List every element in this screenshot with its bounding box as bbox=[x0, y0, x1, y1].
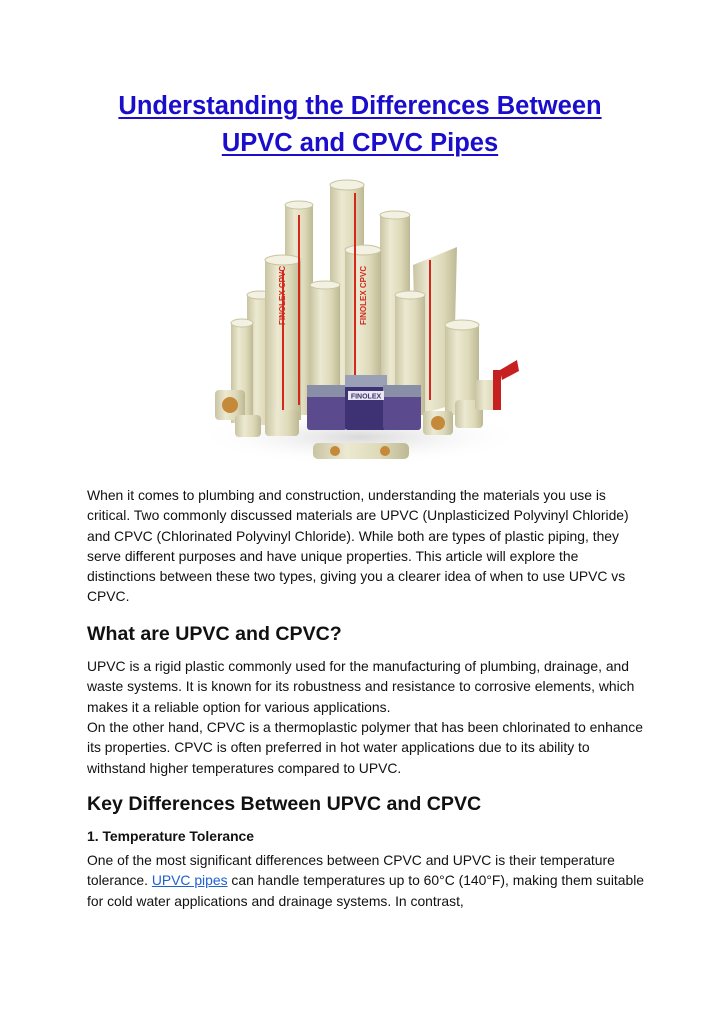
upvc-pipes-link[interactable]: UPVC pipes bbox=[151, 872, 228, 889]
title-line-2: UPVC and CPVC Pipes bbox=[221, 129, 499, 157]
subheading-temperature-tolerance: 1. Temperature Tolerance bbox=[87, 828, 255, 844]
pipe-brand-text-2: FINOLEX CPVC bbox=[359, 265, 368, 325]
pipe-brand-text: FINOLEX CPVC bbox=[278, 265, 287, 325]
pipes-product-image bbox=[195, 175, 525, 480]
section1-paragraph-2: On the other hand, CPVC is a thermoplastic polymer that has been chlorinated to enhance its properties. CPVC is often preferred in hot water applications due to its ability to withstand higher temperatures compared to UPVC. bbox=[87, 719, 643, 776]
section1-paragraph-1: UPVC is a rigid plastic commonly used for the manufacturing of plumbing, drainage, and waste systems. It is known for its robustness and resistance to corrosive elements, which makes it a reliable option for various applications. bbox=[87, 658, 635, 715]
page-title bbox=[60, 88, 660, 162]
can-label-text: FINOLEX bbox=[350, 393, 382, 401]
title-link[interactable] bbox=[118, 92, 601, 157]
section-heading-key-differences: Key Differences Between UPVC and CPVC bbox=[87, 793, 482, 815]
intro-paragraph: When it comes to plumbing and construction, understanding the materials you use is critical. Two commonly discussed materials are UPVC (Unplasticized Polyvinyl Chloride) and CPVC (Chlorinated Polyvinyl Chloride). While both are types of plastic piping, they serve different purposes and have unique properties. This article will explore the distinctions between these two types, giving you a clearer idea of when to use UPVC vs CPVC. bbox=[87, 487, 629, 605]
section2-paragraph bbox=[87, 850, 647, 911]
title-line-1: Understanding the Differences Between bbox=[118, 92, 602, 120]
section-heading-what-are: What are UPVC and CPVC? bbox=[87, 623, 342, 645]
section2-text-before: One of the most significant differences between CPVC and UPVC is their temperature tolerance. bbox=[87, 852, 615, 889]
section2-text-after: can handle temperatures up to 60°C (140°F), making them suitable for cold water applications and drainage systems. In contrast, bbox=[87, 872, 645, 909]
